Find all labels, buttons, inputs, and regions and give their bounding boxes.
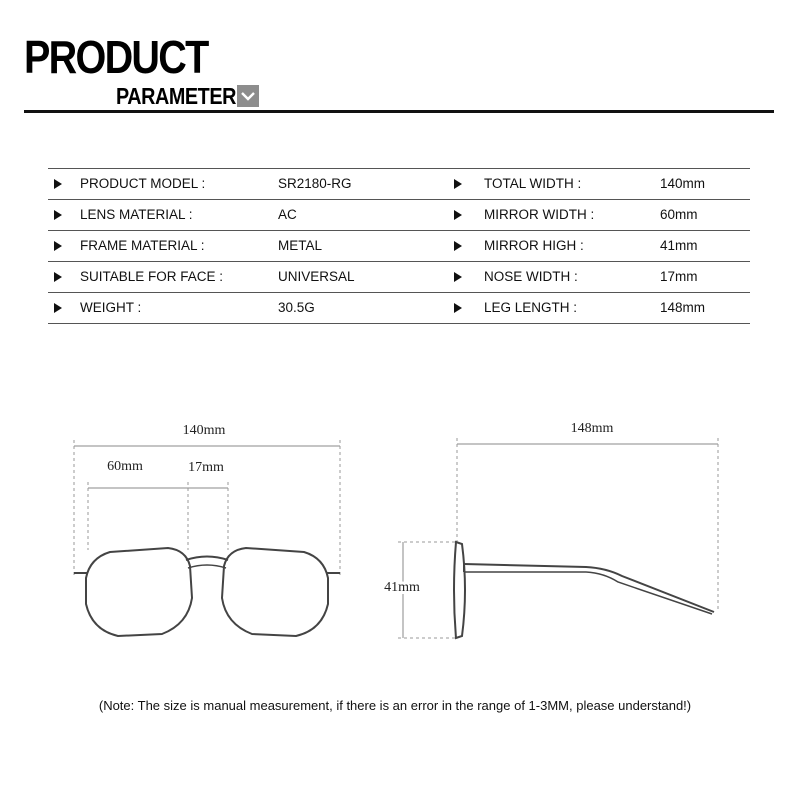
bullet-triangle-icon [54, 241, 62, 251]
spec-value: 140mm [660, 176, 706, 191]
spec-row [48, 293, 750, 324]
bullet-triangle-icon [454, 179, 462, 189]
spec-value: SR2180-RG [278, 176, 352, 191]
temple-arm-top [464, 564, 714, 612]
bullet-triangle-icon [54, 272, 62, 282]
lens-width-label: 60mm [107, 459, 143, 474]
spec-row [48, 231, 750, 262]
spec-table [48, 168, 750, 324]
spec-row [48, 168, 750, 200]
spec-label: WEIGHT : [80, 300, 142, 315]
spec-label: SUITABLE FOR FACE : [80, 269, 224, 284]
leg-length-label: 148mm [570, 421, 614, 436]
left-lens-frame [86, 548, 192, 636]
lens-height-label: 41mm [384, 580, 420, 595]
nose-width-label: 17mm [188, 460, 224, 475]
measurement-note: (Note: The size is manual measurement, if there is an error in the range of 1-3MM, please understand!) [98, 698, 692, 713]
spec-value: 41mm [660, 238, 698, 253]
spec-label: NOSE WIDTH : [484, 269, 578, 284]
spec-label: LEG LENGTH : [484, 300, 578, 315]
spec-value: METAL [278, 238, 323, 253]
dimension-diagram [0, 400, 790, 660]
right-lens-frame [222, 548, 328, 636]
side-lens-profile [454, 542, 465, 638]
subtitle-row [116, 82, 259, 110]
spec-label: PRODUCT MODEL : [80, 176, 206, 191]
bridge-bottom [188, 565, 226, 568]
page-header [24, 32, 774, 117]
page-title: PRODUCT [24, 31, 208, 83]
bullet-triangle-icon [54, 210, 62, 220]
spec-value: UNIVERSAL [278, 269, 355, 284]
bullet-triangle-icon [54, 179, 62, 189]
total-width-label: 140mm [182, 423, 226, 438]
spec-label: TOTAL WIDTH : [484, 176, 582, 191]
spec-row [48, 200, 750, 231]
temple-arm-bottom [464, 572, 712, 614]
spec-label: LENS MATERIAL : [80, 207, 193, 222]
bullet-triangle-icon [54, 303, 62, 313]
chevron-down-icon [237, 85, 259, 107]
front-view [74, 423, 340, 636]
spec-value: 60mm [660, 207, 698, 222]
header-divider [24, 110, 774, 113]
spec-row [48, 262, 750, 293]
spec-label: MIRROR HIGH : [484, 238, 584, 253]
side-view [384, 421, 718, 638]
spec-label: MIRROR WIDTH : [484, 207, 595, 222]
bullet-triangle-icon [454, 303, 462, 313]
bullet-triangle-icon [454, 210, 462, 220]
spec-value: 148mm [660, 300, 706, 315]
bullet-triangle-icon [454, 241, 462, 251]
spec-label: FRAME MATERIAL : [80, 238, 205, 253]
spec-value: 17mm [660, 269, 698, 284]
page-subtitle: PARAMETER [116, 83, 236, 109]
bullet-triangle-icon [454, 272, 462, 282]
bridge-top [186, 557, 228, 561]
spec-value: 30.5G [278, 300, 315, 315]
spec-value: AC [278, 207, 297, 222]
